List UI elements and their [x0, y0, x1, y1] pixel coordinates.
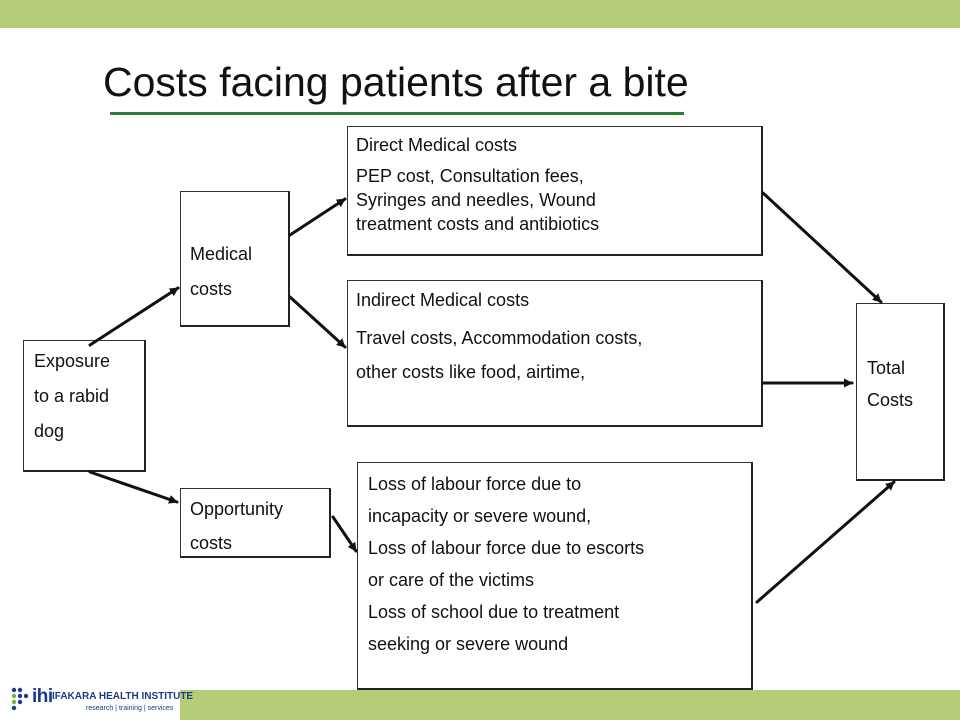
node-line: Travel costs, Accommodation costs,: [356, 328, 643, 348]
node-label: dog: [34, 421, 65, 441]
node-line: Syringes and needles, Wound: [356, 190, 596, 210]
arrow-exposure-to-medical: [90, 288, 178, 345]
node-heading: Direct Medical costs: [356, 135, 518, 155]
node-line: treatment costs and antibiotics: [356, 214, 600, 234]
node-line: other costs like food, airtime,: [356, 362, 586, 382]
node-line: or care of the victims: [368, 570, 535, 590]
arrow-opportunity-to-loss: [333, 517, 356, 551]
logo-tagline: research | training | services: [86, 705, 174, 712]
node-label: Total: [867, 358, 906, 378]
logo-dot: [12, 706, 16, 710]
slide-title: Costs facing patients after a bite: [103, 59, 689, 105]
logo-dot: [24, 694, 28, 698]
arrow-exposure-to-opportunity: [90, 472, 177, 502]
logo-dot: [18, 688, 22, 692]
node-label: costs: [190, 279, 233, 299]
arrow-direct-to-total: [763, 193, 881, 302]
node-label: Opportunity: [190, 499, 284, 519]
arrow-medical-to-indirect: [290, 297, 345, 347]
node-label: Costs: [867, 390, 914, 410]
node-heading: Indirect Medical costs: [356, 290, 530, 310]
logo-brand: ihi: [32, 686, 53, 707]
logo-dot: [18, 700, 22, 704]
node-line: Loss of labour force due to: [368, 474, 582, 494]
ifakara-logo: [6, 683, 194, 719]
node-line: seeking or severe wound: [368, 634, 569, 654]
node-label: costs: [190, 533, 233, 553]
logo-institute-name: IFAKARA HEALTH INSTITUTE: [52, 691, 194, 702]
ihi-logo-icon: [10, 686, 30, 714]
node-line: PEP cost, Consultation fees,: [356, 166, 584, 186]
bottom-band: [180, 690, 960, 720]
arrow-medical-to-direct: [290, 199, 345, 235]
node-line: Loss of school due to treatment: [368, 602, 620, 622]
logo-dot: [12, 694, 16, 698]
arrow-loss-to-total: [757, 482, 894, 602]
node-label: to a rabid: [34, 386, 110, 406]
logo-dot: [12, 688, 16, 692]
node-label: Medical: [190, 244, 253, 264]
node-line: Loss of labour force due to escorts: [368, 538, 645, 558]
node-label: Exposure: [34, 351, 111, 371]
node-line: incapacity or severe wound,: [368, 506, 592, 526]
logo-dot: [18, 694, 22, 698]
logo-dot: [12, 700, 16, 704]
